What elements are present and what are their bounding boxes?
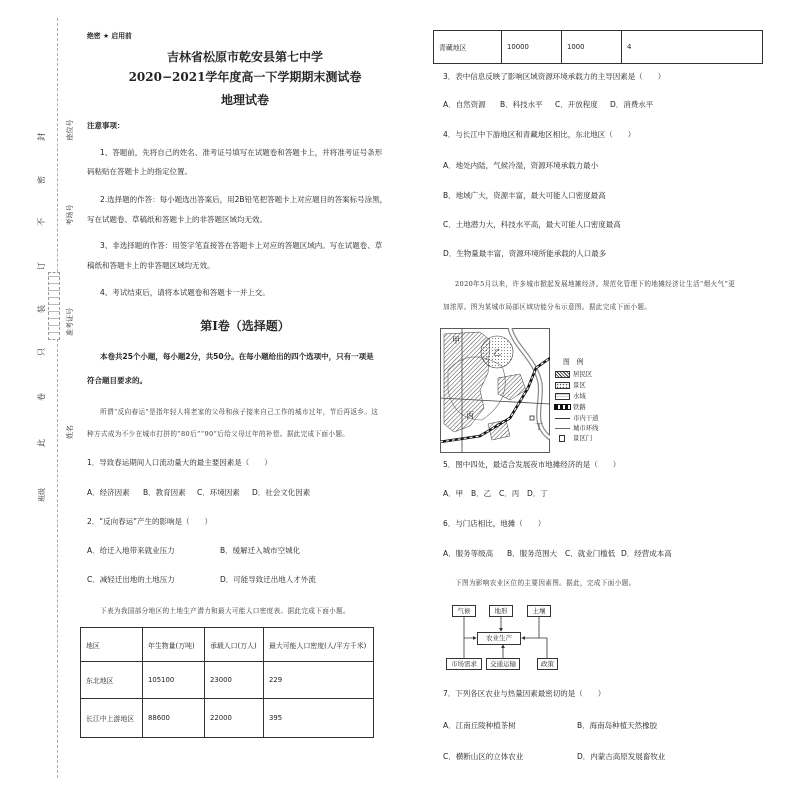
capacity-table-continued xyxy=(433,30,763,64)
option: B．教育因素 xyxy=(143,488,186,497)
option: A．自然资源 xyxy=(443,100,486,109)
table-row xyxy=(81,662,374,699)
subject-title: 地理试卷 xyxy=(220,93,269,107)
question-stem: 4．与长江中下游地区和青藏地区相比，东北地区（ ） xyxy=(443,130,636,139)
seal-char: 只 xyxy=(37,348,46,356)
seal-char: 此 xyxy=(37,439,46,447)
option: D．可能导致迁出地人才外流 xyxy=(220,575,316,584)
option: C．环境因素 xyxy=(197,488,240,497)
question-stem: 3．表中信息反映了影响区域资源环境承载力的主导因素是（ ） xyxy=(443,72,666,81)
table-cell: 229 xyxy=(264,662,374,699)
option: B．科技水平 xyxy=(500,100,543,109)
question-stem: 6．与门店相比，地摊（ ） xyxy=(443,519,546,528)
question-stem: 7．下列各区农业与热量因素最密切的是（ ） xyxy=(443,689,606,698)
capacity-table xyxy=(80,627,374,738)
notice-line: 稿纸和答题卡上的非答题区域均无效。 xyxy=(87,261,215,270)
factor-box-market: 市场需求 xyxy=(446,658,482,670)
factor-box-policy: 政策 xyxy=(537,658,558,670)
notice-line: 1、答题前，先将自己的姓名、准考证号填写在试题卷和答题卡上，并将准考证号条形 xyxy=(100,148,383,157)
secret-label: 绝密 ★ 启用前 xyxy=(87,32,132,40)
table-cell: 长江中上游地区 xyxy=(81,699,143,738)
table-header-cell: 地区 xyxy=(81,628,143,662)
option: B．地域广大，资源丰富，最大可能人口密度最高 xyxy=(443,191,606,200)
main-road-swatch xyxy=(555,418,570,419)
railway-swatch xyxy=(555,405,570,409)
legend-label: 景区门 xyxy=(573,434,593,442)
legend-item xyxy=(555,370,592,379)
factor-box-terrain: 地形 xyxy=(489,605,513,617)
option: A．经济因素 xyxy=(87,488,130,497)
map-label-bing: 丙 xyxy=(466,411,474,420)
seal-char: 订 xyxy=(37,262,46,270)
option: B．缓解迁入城市空城化 xyxy=(220,546,301,555)
option: D．丁 xyxy=(527,489,548,498)
option: A．服务等级高 xyxy=(443,549,494,558)
scenic-gate xyxy=(530,416,534,420)
table-cell: 10000 xyxy=(502,31,562,64)
table-row xyxy=(434,31,763,64)
map-label-jia: 甲 xyxy=(452,336,460,345)
section-title: 第Ⅰ卷（选择题） xyxy=(200,319,290,333)
option: C．减轻迁出地的土地压力 xyxy=(87,575,175,584)
legend-item xyxy=(555,381,586,390)
table-cell: 88600 xyxy=(143,699,205,738)
seal-char: 装 xyxy=(37,305,46,313)
table-cell: 23000 xyxy=(205,662,264,699)
option: C．土地潜力大，科技水平高，最大可能人口密度最高 xyxy=(443,220,621,229)
notice-line: 码粘贴在答题卡上的指定位置。 xyxy=(87,167,192,176)
legend-label: 城市环线 xyxy=(573,424,599,432)
legend-label: 景区 xyxy=(573,381,586,389)
table-cell: 1000 xyxy=(562,31,622,64)
option: D．经营成本高 xyxy=(621,549,672,558)
option: B．海南岛种植天然橡胶 xyxy=(577,721,658,730)
notice-line: 2.选择题的作答：每小题选出答案后，用2B铅笔把答题卡上对应题目的答案标号涂黑， xyxy=(100,195,388,204)
school-title: 吉林省松原市乾安县第七中学 xyxy=(166,50,323,64)
option: A．地处内陆，气候冷湿，资源环境承载力最小 xyxy=(443,161,599,170)
water-swatch xyxy=(555,393,570,400)
ticket-number-label: 准考证号 xyxy=(66,308,74,336)
table-cell: 4 xyxy=(622,31,763,64)
question-stem: 2．“反向春运”产生的影响是（ ） xyxy=(87,517,213,526)
table-cell: 395 xyxy=(264,699,374,738)
table-row xyxy=(81,699,374,738)
legend-title: 图 例 xyxy=(563,358,584,366)
table-header-row xyxy=(81,628,374,662)
table-cell: 东北地区 xyxy=(81,662,143,699)
option: C．开放程度 xyxy=(555,100,598,109)
factor-box-transport: 交通运输 xyxy=(486,658,520,670)
table-header-cell: 最大可能人口密度(人/平方千米) xyxy=(264,628,374,662)
section-instructions: 本卷共25个小题，每小题2分，共50分。在每小题给出的四个选项中，只有一项是 xyxy=(100,352,374,361)
option: D．消费水平 xyxy=(610,100,654,109)
term-title: 2020−2021学年度高一下学期期末测试卷 xyxy=(128,70,362,84)
table-cell: 105100 xyxy=(143,662,205,699)
legend-label: 水域 xyxy=(573,392,586,400)
agriculture-production-box: 农业生产 xyxy=(477,632,521,645)
seat-number-label: 座位号 xyxy=(66,119,74,141)
legend-item xyxy=(555,434,592,443)
passage-line: 加浓厚。图为某城市局部区域功能分布示意图。据此完成下面小题。 xyxy=(443,303,652,311)
seal-char: 封 xyxy=(37,133,46,141)
option: B．服务范围大 xyxy=(507,549,558,558)
legend-item xyxy=(555,403,586,412)
city-function-map xyxy=(440,328,550,453)
section-instructions: 符合题目要求的。 xyxy=(87,376,147,385)
option: D．生物量最丰富，资源环境所能承载的人口最多 xyxy=(443,249,607,258)
option: A．给迁入地带来就业压力 xyxy=(87,546,175,555)
binding-dashed-line xyxy=(57,18,58,778)
factor-box-climate: 气候 xyxy=(452,605,476,617)
legend-label: 居民区 xyxy=(573,370,593,378)
notice-line: 4、考试结束后，请将本试题卷和答题卡一并上交。 xyxy=(100,288,270,297)
legend-item xyxy=(555,414,599,423)
ring-road-swatch xyxy=(555,428,570,429)
question-stem: 1．导致春运期间人口流动量大的最主要因素是（ ） xyxy=(87,458,272,467)
option: D．内蒙古高原发展畜牧业 xyxy=(577,752,666,761)
diagram-intro: 下图为影响农业区位的主要因素图。据此，完成下面小题。 xyxy=(455,579,636,587)
table-cell: 青藏地区 xyxy=(434,31,502,64)
table-header-cell: 承载人口(万人) xyxy=(205,628,264,662)
table-cell: 22000 xyxy=(205,699,264,738)
option: D．社会文化因素 xyxy=(252,488,311,497)
notice-line: 写在试题卷、草稿纸和答题卡上的非答题区域均无效。 xyxy=(87,215,267,224)
ticket-number-grid xyxy=(48,272,60,340)
notice-heading: 注意事项： xyxy=(87,121,125,130)
seal-char: 密 xyxy=(37,176,46,184)
passage-line: 所谓“反向春运”是指年轻人将老家的父母和孩子接来自己工作的城市过年，节后再返乡。这 xyxy=(100,408,379,416)
scenic-swatch xyxy=(555,382,570,389)
map-label-yi: 乙 xyxy=(493,348,501,357)
table-intro: 下表为我国部分地区的土地生产潜力和最大可能人口密度表。据此完成下面小题。 xyxy=(100,607,350,615)
seal-char: 卷 xyxy=(37,393,46,401)
scenic-gate-swatch xyxy=(559,435,565,442)
exam-room-label: 考场号 xyxy=(66,204,74,226)
student-name-label: 姓名 xyxy=(66,425,74,439)
legend-item xyxy=(555,392,586,401)
option: C．就业门槛低 xyxy=(565,549,616,558)
legend-label: 铁路 xyxy=(573,403,586,411)
option: C．横断山区的立体农业 xyxy=(443,752,524,761)
table-header-cell: 年生物量(万吨) xyxy=(143,628,205,662)
passage-line: 种方式成为不少在城市打拼的“80后”“90”后给父母过年的补偿。据此完成下面小题。 xyxy=(87,430,350,438)
class-label: 班级 xyxy=(38,488,46,502)
passage-line: 2020年5月以来，许多城市掀起发展地摊经济。规范化管理下的地摊经济让生活“烟火气”更 xyxy=(455,280,736,288)
residential-swatch xyxy=(555,371,570,378)
map-label-ding: 丁 xyxy=(535,422,543,431)
option: A．甲 xyxy=(443,489,464,498)
option: A．江南丘陵种植茶树 xyxy=(443,721,516,730)
option: C．丙 xyxy=(499,489,520,498)
legend-label: 市内干道 xyxy=(573,414,599,422)
factor-box-soil: 土壤 xyxy=(527,605,551,617)
seal-char: 不 xyxy=(37,218,46,226)
question-stem: 5．图中四处，最适合发展夜市地摊经济的是（ ） xyxy=(443,460,621,469)
legend-item xyxy=(555,424,599,433)
notice-line: 3、非选择题的作答：用签字笔直接答在答题卡上对应的答题区域内。写在试题卷、草 xyxy=(100,241,383,250)
option: B．乙 xyxy=(471,489,492,498)
